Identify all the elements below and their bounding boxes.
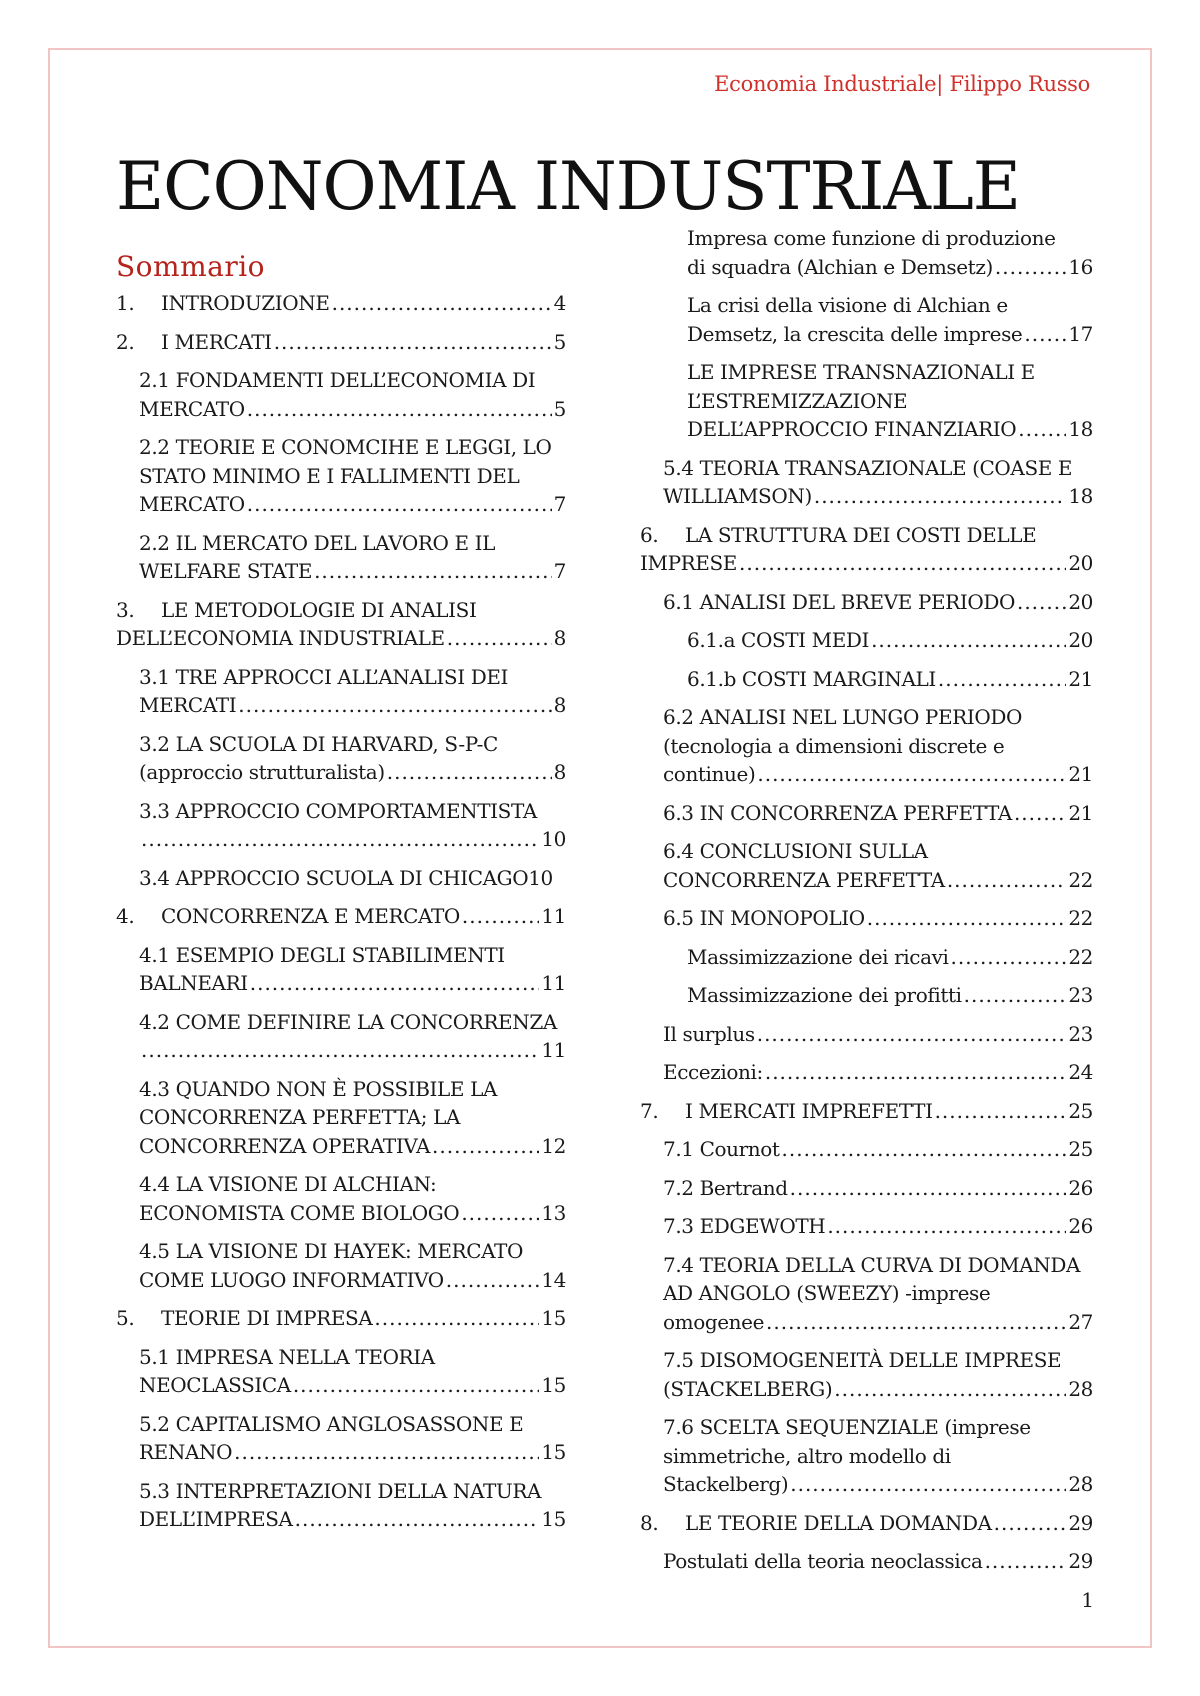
toc-entry[interactable] [640,1020,1093,1049]
toc-entry[interactable] [640,981,1093,1010]
toc-entry-label: Il surplus [663,1021,755,1046]
toc-leader-dots [293,1371,540,1400]
toc-entry-label: 4.4 LA VISIONE DI ALCHIAN: [139,1172,437,1196]
toc-entry[interactable] [116,1410,566,1467]
toc-leader-dots [295,1505,540,1534]
toc-entry-page: 23 [1068,1021,1093,1046]
toc-entry-page: 29 [1068,1549,1093,1573]
toc-entry[interactable] [116,1075,566,1161]
toc-leader-dots [374,1304,539,1333]
toc-entry-page: 26 [1068,1175,1093,1200]
toc-entry-label: 5.3 INTERPRETAZIONI DELLA NATURA [139,1478,542,1503]
toc-leader-dots [1018,415,1066,444]
toc-entry-page: 12 [541,1133,566,1158]
toc-leader-dots [985,1547,1067,1576]
toc-entry-label: MERCATI [139,693,237,717]
toc-leader-dots [234,1438,539,1467]
toc-entry[interactable] [640,1509,1093,1538]
toc-leader-dots [332,289,552,318]
toc-entry[interactable] [640,454,1093,511]
toc-leader-dots [447,624,552,653]
page-number: 1 [1081,1588,1094,1612]
toc-entry-label: 5.2 CAPITALISMO ANGLOSASSONE E [139,1411,524,1436]
toc-column-left [116,250,566,1544]
toc-leader-dots [827,1212,1066,1241]
toc-entry[interactable] [116,1304,566,1333]
toc-leader-dots [141,1036,539,1065]
toc-entry[interactable] [116,941,566,998]
toc-entry[interactable] [640,224,1093,281]
toc-entry-page: 15 [541,1507,566,1531]
toc-entry[interactable] [116,864,566,893]
toc-entry-page: 8 [553,626,566,650]
toc-entry[interactable] [640,943,1093,972]
toc-entry-label: 5.4 TEORIA TRANSAZIONALE (COASE E [663,455,1073,480]
toc-entry-label: 7.2 Bertrand [663,1175,788,1200]
toc-entry-label: MERCATO [139,396,245,421]
toc-entry-number: 8. [640,1510,659,1535]
toc-entry-page: 8 [553,693,566,717]
toc-entry-label: I MERCATI [161,329,272,354]
toc-entry-label: 3.2 LA SCUOLA DI HARVARD, S-P-C [139,731,498,756]
toc-entry-page: 18 [1068,484,1093,508]
toc-leader-dots [314,557,552,586]
toc-entry-page: 11 [541,971,566,995]
toc-entry-label: LE METODOLOGIE DI ANALISI [161,597,477,622]
toc-entry-label: 4.2 COME DEFINIRE LA CONCORRENZA [139,1009,557,1034]
toc-leader-dots [739,549,1066,578]
toc-entry-page: 26 [1068,1214,1093,1238]
toc-entry-page: 10 [541,827,566,851]
toc-entry-label: AD ANGOLO (SWEEZY) -imprese [663,1281,991,1305]
toc-entry-page: 18 [1068,417,1093,441]
toc-entry-page: 4 [553,291,566,315]
toc-entry-label: I MERCATI IMPREFETTI [685,1098,933,1123]
toc-entry[interactable] [640,588,1093,617]
toc-entry-label: 6.2 ANALISI NEL LUNGO PERIODO [663,705,1022,729]
toc-leader-dots [782,1135,1067,1164]
toc-entry-label: (tecnologia a dimensioni discrete e [663,733,1005,758]
toc-leader-dots [446,1266,540,1295]
toc-entry[interactable] [116,1477,566,1534]
toc-entry-label: WILLIAMSON) [663,484,812,508]
toc-leader-dots [765,1058,1067,1087]
toc-entry-label: Stackelberg) [663,1472,789,1496]
toc-entry-label: LA STRUTTURA DEI COSTI DELLE [685,522,1037,547]
document-title: ECONOMIA INDUSTRIALE [116,148,1020,225]
toc-leader-dots [871,626,1066,655]
toc-entry-label: 6.1.a COSTI MEDI [687,628,870,652]
toc-leader-dots [814,482,1067,511]
toc-entry-label: 5.1 IMPRESA NELLA TEORIA [139,1344,435,1369]
toc-leader-dots [938,665,1066,694]
toc-entry-label: (STACKELBERG) [663,1376,833,1401]
toc-entry-label: ECONOMISTA COME BIOLOGO [139,1200,460,1225]
toc-entry[interactable] [116,1237,566,1294]
toc-entry-label: DELL’IMPRESA [139,1507,293,1531]
toc-entry-label: TEORIE DI IMPRESA [161,1306,373,1330]
toc-leader-dots [1024,320,1066,349]
toc-entry-label: simmetriche, altro modello di [663,1443,951,1468]
toc-entry-number: 4. [116,904,135,928]
toc-entry-label: di squadra (Alchian e Demsetz) [687,254,993,279]
toc-entry[interactable] [116,328,566,357]
toc-entry-label: LE IMPRESE TRANSNAZIONALI E [687,360,1035,384]
toc-leader-dots [387,758,552,787]
toc-entry-page: 29 [1068,1510,1093,1535]
toc-entry-label: WELFARE STATE [139,559,313,583]
toc-entry-page: 10 [528,865,553,890]
toc-entry[interactable] [116,663,566,720]
toc-entry-label: BALNEARI [139,971,248,995]
toc-entry-label: 4.5 LA VISIONE DI HAYEK: MERCATO [139,1239,523,1263]
toc-entry-page: 21 [1068,800,1093,825]
toc-entry-label: 4.1 ESEMPIO DEGLI STABILIMENTI [139,942,505,967]
toc-entry[interactable] [640,1547,1093,1576]
toc-entry-number: 1. [116,291,135,315]
toc-entry-label: 3.4 APPROCCIO SCUOLA DI CHICAGO [139,865,529,890]
toc-entry-page: 16 [1068,254,1093,279]
toc-entry[interactable] [640,1135,1093,1164]
toc-entry-label: CONCORRENZA OPERATIVA [139,1133,431,1158]
toc-entry-number: 2. [116,329,135,354]
toc-entry-label: 6.3 IN CONCORRENZA PERFETTA [663,800,1012,825]
toc-entry[interactable] [640,1251,1093,1337]
toc-entry[interactable] [116,1343,566,1400]
toc-entry-number: 5. [116,1306,135,1330]
toc-entry-page: 20 [1068,589,1093,614]
toc-entry[interactable] [640,1212,1093,1241]
toc-entry-label: Eccezioni: [663,1060,763,1084]
toc-leader-dots [790,1174,1067,1203]
toc-entry-page: 21 [1068,666,1093,691]
toc-entry-label: Massimizzazione dei ricavi [687,944,949,969]
toc-entry-page: 25 [1068,1098,1093,1123]
toc-entry[interactable] [640,1346,1093,1403]
toc-entry-label: 6.1.b COSTI MARGINALI [687,666,936,691]
toc-leader-dots [964,981,1067,1010]
toc-leader-dots [757,760,1066,789]
toc-leader-dots [995,253,1066,282]
toc-entry-label: L’ESTREMIZZAZIONE [687,388,908,413]
toc-entry-page: 5 [553,329,566,354]
toc-entry-label: 7.6 SCELTA SEQUENZIALE (imprese [663,1415,1031,1439]
toc-leader-dots [757,1020,1067,1049]
toc-entry-page: 7 [553,559,566,583]
toc-entry-label: continue) [663,762,756,786]
toc-leader-dots [947,866,1067,895]
toc-leader-dots [461,1199,539,1228]
toc-entry[interactable] [116,1008,566,1065]
toc-entry[interactable] [640,358,1093,444]
toc-entry-page: 22 [1068,944,1093,969]
toc-entry-label: 6.4 CONCLUSIONI SULLA [663,839,928,863]
toc-entry[interactable] [116,902,566,931]
toc-entry-label: 2.2 IL MERCATO DEL LAVORO E IL [139,530,496,555]
toc-entry-number: 7. [640,1098,659,1123]
toc-entry-label: 7.4 TEORIA DELLA CURVA DI DOMANDA [663,1252,1081,1277]
toc-leader-dots [867,904,1067,933]
toc-entry[interactable] [640,799,1093,828]
toc-entry-label: Demsetz, la crescita delle imprese [687,321,1023,346]
toc-entry-page: 5 [553,396,566,421]
toc-leader-dots [790,1470,1066,1499]
toc-leader-dots [1017,588,1066,617]
toc-entry-page: 17 [1068,321,1093,346]
running-header: Economia Industriale| Filippo Russo [714,72,1090,96]
toc-entry-label: 3.3 APPROCCIO COMPORTAMENTISTA [139,798,537,823]
toc-entry-page: 15 [541,1306,566,1330]
toc-entry-label: NEOCLASSICA [139,1373,291,1397]
toc-entry-label: (approccio strutturalista) [139,760,385,784]
toc-entry-label: CONCORRENZA PERFETTA [663,867,945,892]
toc-entry-label: 6.5 IN MONOPOLIO [663,906,865,930]
toc-entry-page: 11 [541,904,566,928]
toc-entry[interactable] [640,291,1093,348]
toc-entry-page: 15 [541,1440,566,1464]
toc-entry[interactable] [640,521,1093,578]
toc-entry-page: 15 [541,1373,566,1397]
toc-entry[interactable] [116,366,566,423]
toc-entry[interactable] [116,596,566,653]
toc-entry-label: Massimizzazione dei profitti [687,983,962,1007]
toc-entry[interactable] [640,1174,1093,1203]
toc-entry[interactable] [116,529,566,586]
toc-entry-page: 23 [1068,983,1093,1007]
toc-entry[interactable] [640,904,1093,933]
toc-entry-page: 11 [541,1038,566,1062]
toc-entry-label: omogenee [663,1309,765,1334]
toc-entry[interactable] [116,1170,566,1227]
toc-entry-page: 8 [553,760,566,784]
toc-entry-label: 2.1 FONDAMENTI DELL’ECONOMIA DI [139,368,536,392]
toc-entry-page: 25 [1068,1137,1093,1161]
toc-entry-label: 7.3 EDGEWOTH [663,1214,826,1238]
toc-entry-number: 3. [116,597,135,622]
toc-entry[interactable] [640,626,1093,655]
toc-leader-dots [432,1132,539,1161]
toc-leader-dots [238,691,551,720]
toc-entry[interactable] [640,703,1093,789]
toc-entry[interactable] [640,1413,1093,1499]
toc-entry-label: DELL’ECONOMIA INDUSTRIALE [116,626,445,650]
toc-entry-label: 6.1 ANALISI DEL BREVE PERIODO [663,589,1015,614]
toc-entry-page: 21 [1068,762,1093,786]
toc-entry-label: La crisi della visione di Alchian e [687,293,1008,317]
toc-leader-dots [462,902,539,931]
toc-entry-label: STATO MINIMO E I FALLIMENTI DEL [139,463,520,488]
toc-entry-page: 13 [541,1200,566,1225]
toc-leader-dots [274,328,552,357]
toc-entry-page: 28 [1068,1472,1093,1496]
toc-entry-label: RENANO [139,1440,233,1464]
toc-entry-label: 4.3 QUANDO NON È POSSIBILE LA [139,1076,498,1101]
toc-entry[interactable] [116,730,566,787]
toc-entry[interactable] [640,665,1093,694]
toc-entry-label: Impresa come funzione di produzione [687,226,1056,250]
toc-entry-label: 7.1 Cournot [663,1137,780,1161]
toc-entry-page: 22 [1068,867,1093,892]
toc-entry-label: CONCORRENZA E MERCATO [161,904,460,928]
toc-entry-label: 3.1 TRE APPROCCI ALL’ANALISI DEI [139,664,509,689]
toc-entry-label: 2.2 TEORIE E CONOMCIHE E LEGGI, LO [139,435,552,459]
toc-leader-dots [141,825,539,854]
toc-entry-label: MERCATO [139,492,245,516]
toc-entry-page: 28 [1068,1376,1093,1401]
toc-leader-dots [247,395,552,424]
toc-leader-dots [766,1308,1066,1337]
toc-leader-dots [834,1375,1066,1404]
toc-entry-page: 22 [1068,906,1093,930]
toc-entry-page: 24 [1068,1060,1093,1084]
toc-entry[interactable] [116,797,566,854]
toc-leader-dots [994,1509,1067,1538]
toc-entry-page: 20 [1068,551,1093,575]
toc-leader-dots [250,969,540,998]
toc-heading: Sommario [116,250,266,283]
toc-entry-label: 7.5 DISOMOGENEITÀ DELLE IMPRESE [663,1348,1062,1372]
toc-entry-label: DELL’APPROCCIO FINANZIARIO [687,417,1017,441]
toc-entry-label: Postulati della teoria neoclassica [663,1549,983,1573]
toc-column-right [640,224,1093,1586]
toc-leader-dots [951,943,1067,972]
toc-entry-page: 20 [1068,628,1093,652]
toc-entry-label: LE TEORIE DELLA DOMANDA [685,1510,992,1535]
toc-entry[interactable] [640,837,1093,894]
toc-entry-page: 14 [541,1267,566,1292]
toc-leader-dots [1014,799,1066,828]
toc-leader-dots [247,490,552,519]
toc-entry-number: 6. [640,522,659,547]
toc-entry-label: CONCORRENZA PERFETTA; LA [139,1105,461,1129]
toc-entry-label: IMPRESE [640,551,737,575]
toc-entry[interactable] [116,289,566,318]
toc-entry[interactable] [640,1097,1093,1126]
toc-entry-page: 27 [1068,1309,1093,1334]
toc-leader-dots [935,1097,1067,1126]
toc-entry-page: 7 [553,492,566,516]
toc-entry[interactable] [116,433,566,519]
toc-entry-label: COME LUOGO INFORMATIVO [139,1267,444,1292]
toc-entry-label: INTRODUZIONE [161,291,330,315]
toc-entry[interactable] [640,1058,1093,1087]
